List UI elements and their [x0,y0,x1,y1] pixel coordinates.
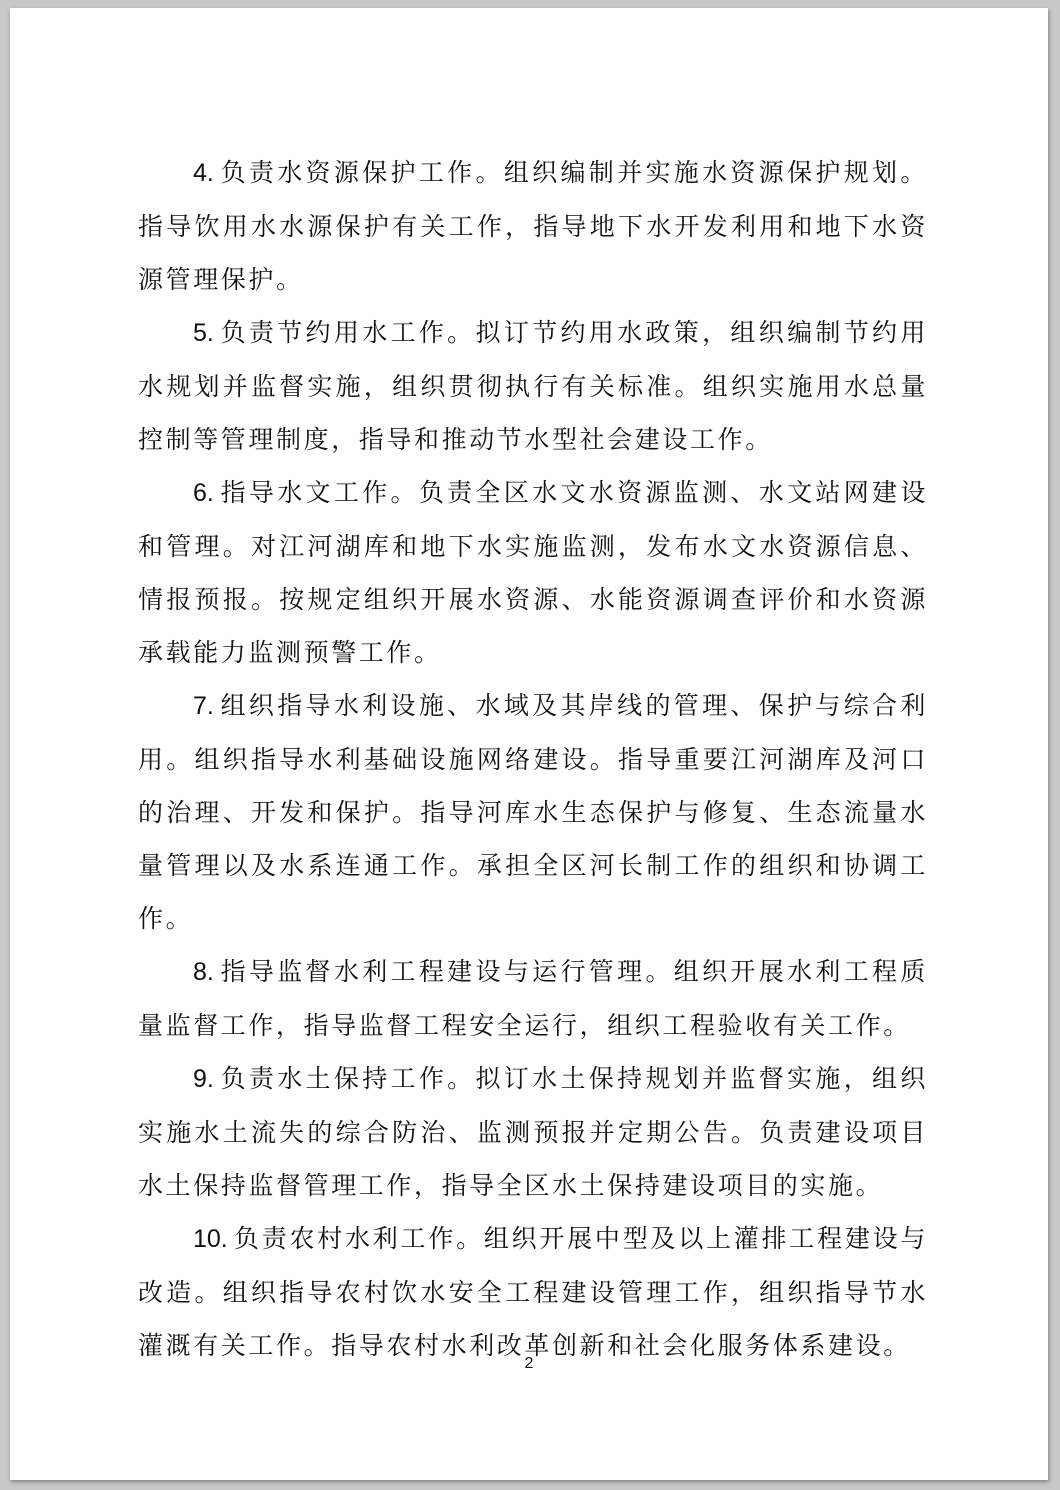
paragraph-item-4 [138,146,928,306]
paragraph-number: 7. [193,692,214,720]
paragraph-item-5 [138,306,928,466]
paragraph-number: 4. [193,159,214,187]
paragraph-item-9 [138,1052,928,1212]
document-page [10,8,1048,1480]
paragraph-text: 负责水土保持工作。拟订水土保持规划并监督实施，组织实施水土流失的综合防治、监测预报并定期公告。负责建设项目水土保持监督管理工作，指导全区水土保持建设项目的实施。 [138,1064,928,1200]
paragraph-text: 负责水资源保护工作。组织编制并实施水资源保护规划。指导饮用水水源保护有关工作，指导地下水开发利用和地下水资源管理保护。 [138,158,928,294]
paragraph-item-6 [138,466,928,679]
page-number: 2 [524,1355,534,1372]
document-body [138,146,928,1372]
paragraph-item-8 [138,945,928,1052]
paragraph-number: 6. [193,479,214,507]
paragraph-number: 9. [193,1065,214,1093]
paragraph-item-7 [138,679,928,945]
paragraph-item-10 [138,1212,928,1372]
paragraph-text: 指导监督水利工程建设与运行管理。组织开展水利工程质量监督工作，指导监督工程安全运行，组织工程验收有关工作。 [138,957,928,1040]
paragraph-text: 负责农村水利工作。组织开展中型及以上灌排工程建设与改造。组织指导农村饮水安全工程建设管理工作，组织指导节水灌溉有关工作。指导农村水利改革创新和社会化服务体系建设。 [138,1224,928,1360]
paragraph-text: 负责节约用水工作。拟订节约用水政策，组织编制节约用水规划并监督实施，组织贯彻执行有关标准。组织实施用水总量控制等管理制度，指导和推动节水型社会建设工作。 [138,318,928,454]
paragraph-number: 5. [193,319,214,347]
paragraph-number: 10. [193,1225,228,1253]
paragraph-number: 8. [193,958,214,986]
paragraph-text: 组织指导水利设施、水域及其岸线的管理、保护与综合利用。组织指导水利基础设施网络建设。指导重要江河湖库及河口的治理、开发和保护。指导河库水生态保护与修复、生态流量水量管理以及水系连通工作。承担全区河长制工作的组织和协调工作。 [138,691,928,933]
paragraph-text: 指导水文工作。负责全区水文水资源监测、水文站网建设和管理。对江河湖库和地下水实施监测，发布水文水资源信息、情报预报。按规定组织开展水资源、水能资源调查评价和水资源承载能力监测预警工作。 [138,478,928,667]
